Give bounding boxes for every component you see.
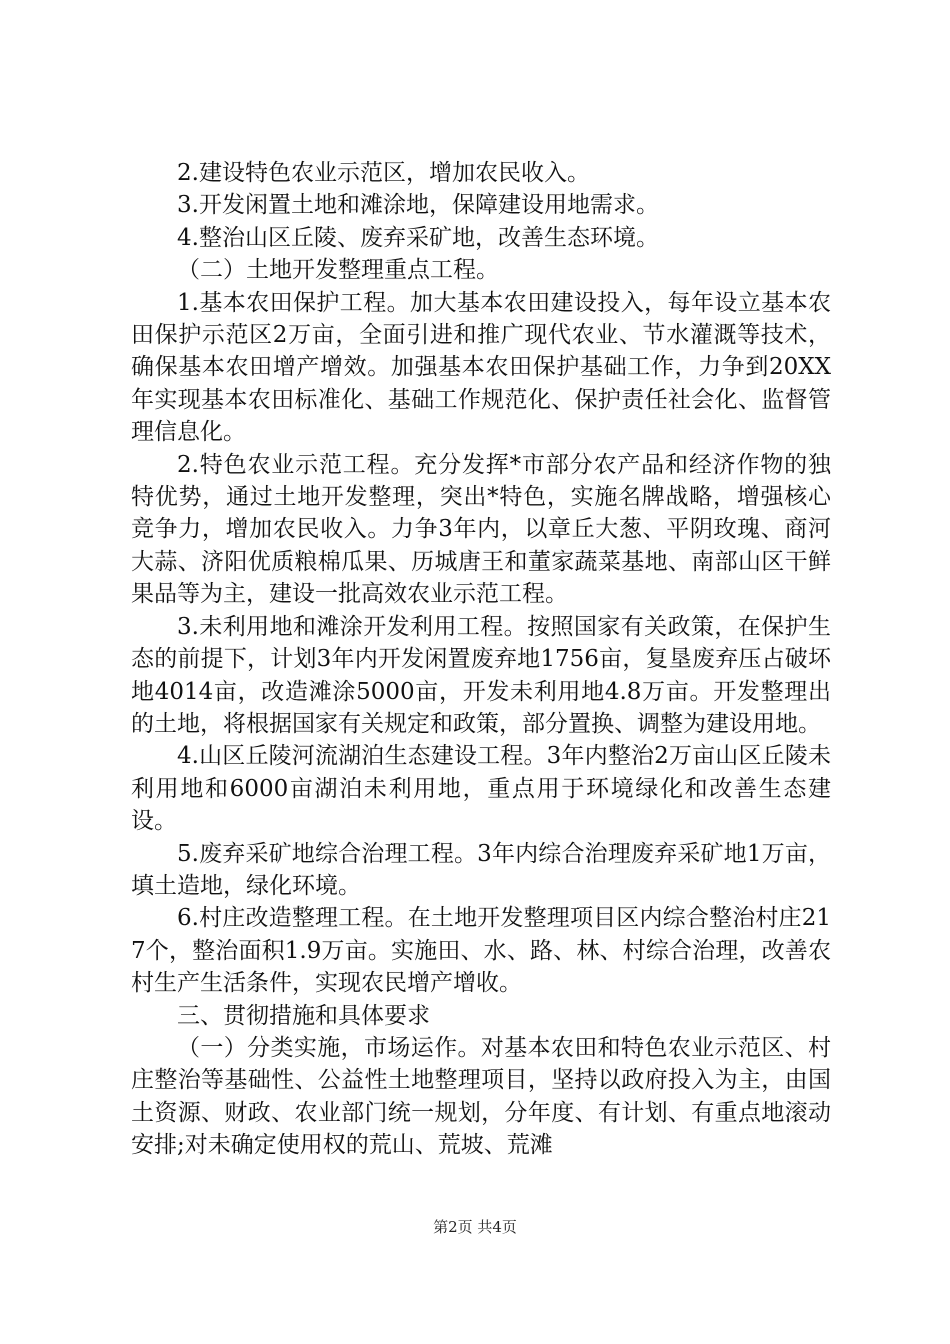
paragraph: 5.废弃采矿地综合治理工程。3年内综合治理废弃采矿地1万亩，填土造地，绿化环境。 bbox=[131, 840, 831, 899]
paragraph: 3.开发闲置土地和滩涂地，保障建设用地需求。 bbox=[177, 192, 659, 219]
paragraph: 6.村庄改造整理工程。在土地开发整理项目区内综合整治村庄217个，整治面积1.9万亩。实施田、水、路、林、村综合治理，改善农村生产生活条件，实现农民增产增收。 bbox=[131, 905, 831, 997]
paragraph: 3.未利用地和滩涂开发利用工程。按照国家有关政策，在保护生态的前提下，计划3年内开发闲置废弃地1756亩，复垦废弃压占破坏地4014亩，改造滩涂5000亩，开发未利用地4.8万亩。开发整理出的土地，将根据国家有关规定和政策，部分置换、调整为建设用地。 bbox=[131, 613, 831, 737]
paragraph: 4.整治山区丘陵、废弃采矿地，改善生态环境。 bbox=[177, 224, 659, 251]
paragraph: 1.基本农田保护工程。加大基本农田建设投入，每年设立基本农田保护示范区2万亩，全面引进和推广现代农业、节水灌溉等技术，确保基本农田增产增效。加强基本农田保护基础工作，力争到20XX年实现基本农田标准化、基础工作规范化、保护责任社会化、监督管理信息化。 bbox=[131, 289, 831, 446]
paragraph: 2.建设特色农业示范区，增加农民收入。 bbox=[177, 160, 590, 186]
section-heading: 三、贯彻措施和具体要求 bbox=[177, 1002, 430, 1029]
document-body bbox=[131, 157, 831, 1162]
paragraph: （一）分类实施，市场运作。对基本农田和特色农业示范区、村庄整治等基础性、公益性土地整理项目，坚持以政府投入为主，由国土资源、财政、农业部门统一规划，分年度、有计划、有重点地滚动安排;对未确定使用权的荒山、荒坡、荒滩 bbox=[131, 1034, 831, 1159]
section-heading: （二）土地开发整理重点工程。 bbox=[177, 257, 499, 284]
paragraph: 4.山区丘陵河流湖泊生态建设工程。3年内整治2万亩山区丘陵未利用地和6000亩湖泊未利用地，重点用于环境绿化和改善生态建设。 bbox=[131, 743, 831, 835]
paragraph: 2.特色农业示范工程。充分发挥*市部分农产品和经济作物的独特优势，通过土地开发整理，突出*特色，实施名牌战略，增强核心竞争力，增加农民收入。力争3年内，以章丘大葱、平阴玫瑰、商河大蒜、济阳优质粮棉瓜果、历城唐王和董家蔬菜基地、南部山区干鲜果品等为主，建设一批高效农业示范工程。 bbox=[131, 451, 831, 608]
page-footer: 第2页 共4页 bbox=[433, 1218, 517, 1236]
